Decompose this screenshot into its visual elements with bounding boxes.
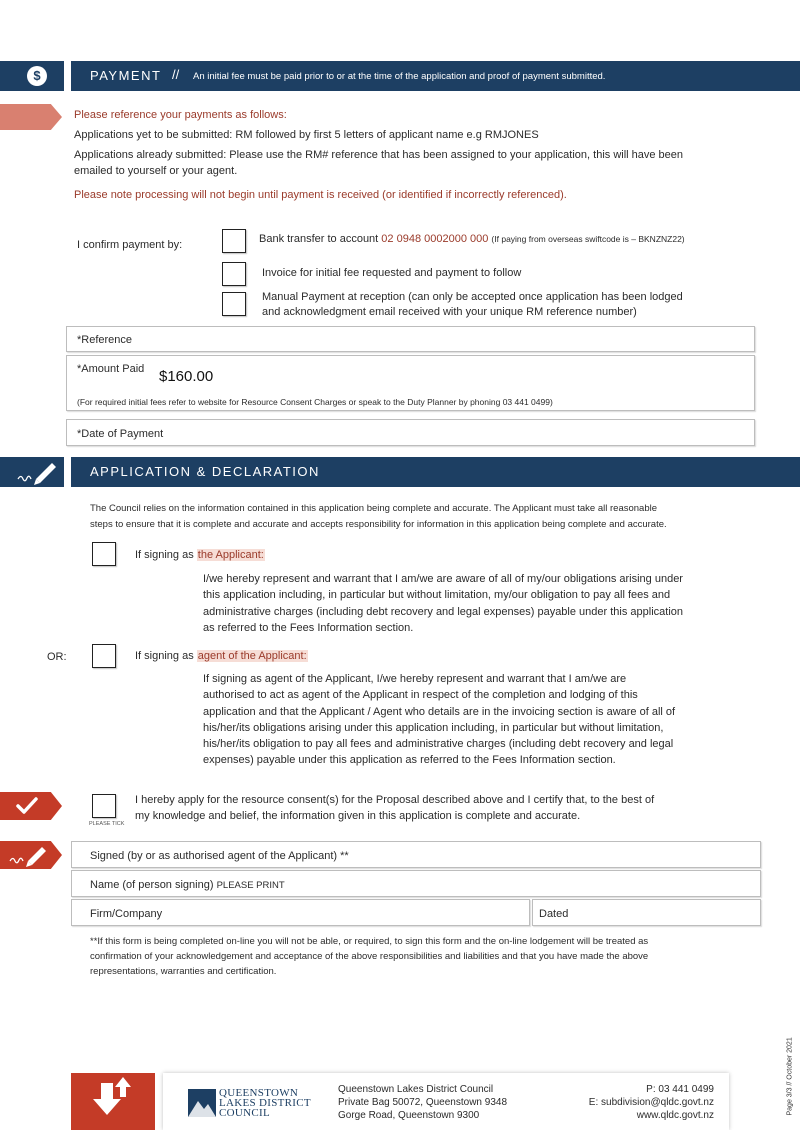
qldc-logo xyxy=(188,1087,311,1120)
reference-heading: Please reference your payments as follows: xyxy=(74,109,287,121)
payment-title: PAYMENT xyxy=(90,68,162,83)
agent-text-line: expenses) payable under this application as referred to the Fees Information section. xyxy=(203,754,616,767)
footer-card xyxy=(163,1073,729,1130)
invoice-option-label: Invoice for initial fee requested and payment to follow xyxy=(262,267,522,279)
bank-transfer-option xyxy=(259,231,685,247)
or-label: OR: xyxy=(47,651,67,663)
applicant-text xyxy=(203,571,683,636)
confirm-payment-label: I confirm payment by: xyxy=(77,239,183,251)
swiftcode-note: (If paying from overseas swiftcode is – BKNZNZ22) xyxy=(491,234,685,244)
footnote-line-3: representations, warranties and certification. xyxy=(90,966,277,977)
agent-highlight: agent of the Applicant: xyxy=(197,650,307,662)
logo-line-3: COUNCIL xyxy=(219,1107,270,1119)
agent-text-line: authorised to act as agent of the Applicant in respect of the completion and lodging of this xyxy=(203,689,638,702)
agent-text-line: application and that the Applicant / Agent who details are in the invoicing section is aware of all of xyxy=(203,705,676,718)
bank-transfer-label: Bank transfer to account xyxy=(259,233,379,245)
name-hint: PLEASE PRINT xyxy=(216,880,285,891)
footnote-line-2: confirmation of your acknowledgement and acceptance of the above responsibilities and liabilities and that you have made the above xyxy=(90,951,649,962)
applicant-text-line: this application including, in particular but without limitation, my/our obligation to pay all fees and xyxy=(203,589,671,602)
payment-header-bar xyxy=(71,61,800,91)
logo-line-2: LAKES DISTRICT xyxy=(219,1097,311,1109)
manual-payment-checkbox[interactable] xyxy=(222,292,246,316)
manual-payment-line-1: Manual Payment at reception (can only be accepted once application has been lodged xyxy=(262,291,683,303)
footer-address-1: Queenstown Lakes District Council xyxy=(338,1084,494,1095)
signed-field-label: Signed (by or as authorised agent of the Applicant) ** xyxy=(90,850,349,862)
applicant-prefix: If signing as xyxy=(135,549,194,561)
certification-checkbox[interactable] xyxy=(92,794,116,818)
firm-company-label: Firm/Company xyxy=(90,908,163,920)
logo-line-1: QUEENSTOWN xyxy=(219,1087,299,1099)
agent-text-line: his/her/its obligation to pay all fees and administrative charges (including debt recovery and legal xyxy=(203,738,674,751)
amount-paid-value: $160.00 xyxy=(159,368,214,385)
declaration-header-left xyxy=(0,457,64,487)
dollar-icon: $ xyxy=(27,66,47,86)
date-of-payment-field[interactable] xyxy=(66,419,755,446)
amount-paid-label: *Amount Paid xyxy=(77,363,145,375)
certification-line-1: I hereby apply for the resource consent(s) for the Proposal described above and I certify that, to the best of xyxy=(135,794,655,806)
payment-header-left xyxy=(0,61,64,91)
declaration-title: APPLICATION & DECLARATION xyxy=(90,464,320,479)
firm-company-field[interactable] xyxy=(71,899,530,926)
agent-text-line: his/her/its obligations arising under this application including, in particular but without limitation, xyxy=(203,721,664,734)
payment-separator: // xyxy=(172,67,180,82)
footer-phone: P: 03 441 0499 xyxy=(646,1084,714,1095)
applicant-highlight: the Applicant: xyxy=(197,549,264,561)
applicant-text-line: administrative charges (including debt recovery and legal expenses) payable under this application xyxy=(203,605,684,618)
agent-option xyxy=(135,648,308,664)
reference-line-2b: emailed to yourself or your agent. xyxy=(74,165,238,177)
checkmark-tab xyxy=(0,792,62,820)
processing-note: Please note processing will not begin until payment is received (or identified if incorrectly referenced). xyxy=(74,189,567,201)
footnote-line-1: **If this form is being completed on-line you will not be able, or required, to sign this form and the on-line lodgement will be treated as xyxy=(90,936,649,947)
reference-field-label: *Reference xyxy=(77,334,133,346)
download-upload-arrows-icon xyxy=(71,1073,155,1130)
page-info: Page 3/3 // October 2021 xyxy=(786,1037,794,1116)
please-tick-label: PLEASE TICK xyxy=(89,821,125,827)
bank-transfer-checkbox[interactable] xyxy=(222,229,246,253)
declaration-intro-2: steps to ensure that it is complete and accurate and accepts responsibility for information in this application being complete and accurate. xyxy=(90,519,667,530)
footer-address-3: Gorge Road, Queenstown 9300 xyxy=(338,1110,480,1121)
dated-field[interactable] xyxy=(532,899,761,926)
reference-line-2a: Applications already submitted: Please use the RM# reference that has been assigned to your application, this will have been xyxy=(74,149,684,161)
arrow-tab-icon xyxy=(0,104,62,130)
agent-text xyxy=(203,671,675,769)
manual-payment-line-2: and acknowledgment email received with your unique RM reference number) xyxy=(262,306,637,318)
agent-prefix: If signing as xyxy=(135,650,194,662)
applicant-option xyxy=(135,547,265,563)
dated-label: Dated xyxy=(539,908,569,920)
agent-text-line: If signing as agent of the Applicant, I/we hereby represent and warrant that I am/we are xyxy=(203,673,627,685)
footer-address-2: Private Bag 50072, Queenstown 9348 xyxy=(338,1097,508,1108)
payment-subtitle: An initial fee must be paid prior to or at the time of the application and proof of payment submitted. xyxy=(193,71,606,82)
certification-line-2: my knowledge and belief, the information given in this application is complete and accurate. xyxy=(135,810,581,822)
pen-signature-icon xyxy=(0,841,62,869)
amount-paid-field[interactable] xyxy=(66,355,755,411)
applicant-text-line: as referred to the Fees Information section. xyxy=(203,621,414,634)
signature-tab xyxy=(0,841,62,869)
pen-signature-icon xyxy=(0,457,64,487)
invoice-checkbox[interactable] xyxy=(222,262,246,286)
declaration-header-bar xyxy=(71,457,800,487)
name-field-label xyxy=(90,877,285,894)
footer-email[interactable]: E: subdivision@qldc.govt.nz xyxy=(588,1097,714,1108)
reference-field[interactable] xyxy=(66,326,755,352)
name-field[interactable] xyxy=(71,870,761,897)
footer-website[interactable]: www.qldc.govt.nz xyxy=(636,1110,714,1121)
date-of-payment-label: *Date of Payment xyxy=(77,428,164,440)
signed-field[interactable] xyxy=(71,841,761,868)
applicant-checkbox[interactable] xyxy=(92,542,116,566)
amount-paid-note: (For required initial fees refer to website for Resource Consent Charges or speak to the Duty Planner by phoning 03 441 0499) xyxy=(77,397,553,407)
reference-line-1: Applications yet to be submitted: RM followed by first 5 letters of applicant name e.g RMJONES xyxy=(74,129,539,141)
checkmark-icon xyxy=(0,792,62,820)
mountain-logo-icon xyxy=(188,1089,216,1117)
bank-account-number: 02 0948 0002000 000 xyxy=(381,233,489,245)
agent-checkbox[interactable] xyxy=(92,644,116,668)
declaration-intro-1: The Council relies on the information contained in this application being complete and accurate. The Applicant must take all reasonable xyxy=(90,503,657,514)
name-label: Name (of person signing) xyxy=(90,879,214,891)
footer-download-tab xyxy=(71,1073,155,1130)
applicant-text-line: I/we hereby represent and warrant that I am/we are aware of all of my/our obligations arising under xyxy=(203,573,683,585)
